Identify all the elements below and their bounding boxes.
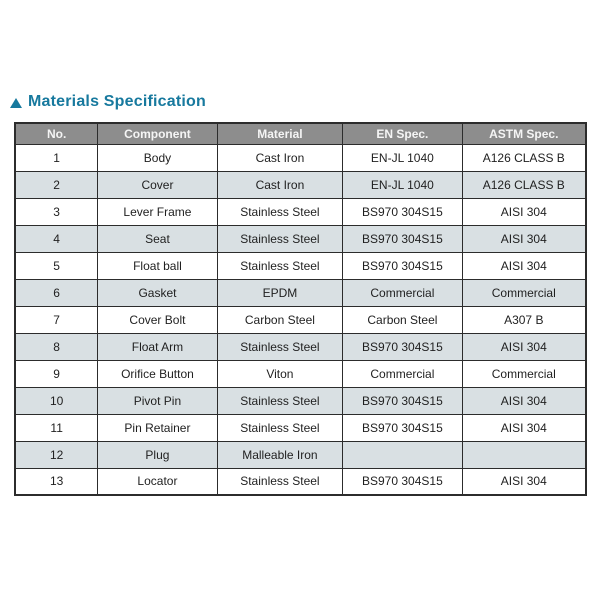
table-cell: 5 xyxy=(15,252,98,279)
table-cell: Stainless Steel xyxy=(217,225,343,252)
table-cell: 9 xyxy=(15,360,98,387)
table-cell: EN-JL 1040 xyxy=(343,171,462,198)
table-cell: Pivot Pin xyxy=(98,387,217,414)
table-cell: BS970 304S15 xyxy=(343,252,462,279)
table-cell: Cast Iron xyxy=(217,144,343,171)
table-cell: Stainless Steel xyxy=(217,333,343,360)
table-cell: AISI 304 xyxy=(462,468,586,495)
table-cell: Gasket xyxy=(98,279,217,306)
table-cell xyxy=(462,441,586,468)
table-cell: BS970 304S15 xyxy=(343,225,462,252)
table-cell: Plug xyxy=(98,441,217,468)
table-cell: Commercial xyxy=(343,360,462,387)
table-cell: BS970 304S15 xyxy=(343,468,462,495)
table-cell: 4 xyxy=(15,225,98,252)
table-row xyxy=(15,306,586,333)
table-row xyxy=(15,144,586,171)
table-cell: Viton xyxy=(217,360,343,387)
table-cell: Carbon Steel xyxy=(343,306,462,333)
table-cell: BS970 304S15 xyxy=(343,198,462,225)
table-row xyxy=(15,441,586,468)
table-cell: Seat xyxy=(98,225,217,252)
table-cell: 8 xyxy=(15,333,98,360)
table-cell: Float ball xyxy=(98,252,217,279)
table-cell: Commercial xyxy=(462,279,586,306)
table-row xyxy=(15,414,586,441)
table-row xyxy=(15,333,586,360)
table-cell: Commercial xyxy=(343,279,462,306)
table-cell: Carbon Steel xyxy=(217,306,343,333)
column-header: Component xyxy=(98,123,217,144)
table-cell: 10 xyxy=(15,387,98,414)
table-cell: 2 xyxy=(15,171,98,198)
table-header-row xyxy=(15,123,586,144)
table-cell: AISI 304 xyxy=(462,333,586,360)
table-cell xyxy=(343,441,462,468)
table-cell: 7 xyxy=(15,306,98,333)
table-cell: Cover xyxy=(98,171,217,198)
materials-specification-table xyxy=(14,122,587,496)
table-cell: Lever Frame xyxy=(98,198,217,225)
table-cell: AISI 304 xyxy=(462,252,586,279)
table-row xyxy=(15,360,586,387)
table-cell: Commercial xyxy=(462,360,586,387)
table-cell: Pin Retainer xyxy=(98,414,217,441)
table-cell: AISI 304 xyxy=(462,198,586,225)
table-cell: 3 xyxy=(15,198,98,225)
table-cell: Stainless Steel xyxy=(217,198,343,225)
table-cell: Cast Iron xyxy=(217,171,343,198)
section-title-label: Materials Specification xyxy=(28,93,206,110)
table-cell: EN-JL 1040 xyxy=(343,144,462,171)
table-cell: Stainless Steel xyxy=(217,414,343,441)
table-cell: 6 xyxy=(15,279,98,306)
column-header: Material xyxy=(217,123,343,144)
table-cell: BS970 304S15 xyxy=(343,387,462,414)
table-cell: AISI 304 xyxy=(462,414,586,441)
table-cell: AISI 304 xyxy=(462,387,586,414)
table-row xyxy=(15,198,586,225)
column-header: EN Spec. xyxy=(343,123,462,144)
section-title xyxy=(10,93,206,111)
table-cell: Locator xyxy=(98,468,217,495)
column-header: No. xyxy=(15,123,98,144)
table-row xyxy=(15,468,586,495)
table-cell: Stainless Steel xyxy=(217,387,343,414)
table-cell: AISI 304 xyxy=(462,225,586,252)
table-row xyxy=(15,387,586,414)
table-row xyxy=(15,171,586,198)
table-cell: Body xyxy=(98,144,217,171)
table-cell: Stainless Steel xyxy=(217,468,343,495)
table-cell: Cover Bolt xyxy=(98,306,217,333)
table-row xyxy=(15,225,586,252)
table-cell: Malleable Iron xyxy=(217,441,343,468)
table-cell: BS970 304S15 xyxy=(343,414,462,441)
table-cell: BS970 304S15 xyxy=(343,333,462,360)
table-cell: 1 xyxy=(15,144,98,171)
table-cell: Stainless Steel xyxy=(217,252,343,279)
table-row xyxy=(15,252,586,279)
table-cell: 13 xyxy=(15,468,98,495)
table-cell: Float Arm xyxy=(98,333,217,360)
triangle-marker-icon xyxy=(10,98,22,108)
table-row xyxy=(15,279,586,306)
table-cell: A307 B xyxy=(462,306,586,333)
table-cell: 11 xyxy=(15,414,98,441)
table-cell: 12 xyxy=(15,441,98,468)
table-cell: A126 CLASS B xyxy=(462,144,586,171)
table-body xyxy=(15,144,586,495)
table-cell: Orifice Button xyxy=(98,360,217,387)
table-cell: A126 CLASS B xyxy=(462,171,586,198)
column-header: ASTM Spec. xyxy=(462,123,586,144)
table-cell: EPDM xyxy=(217,279,343,306)
